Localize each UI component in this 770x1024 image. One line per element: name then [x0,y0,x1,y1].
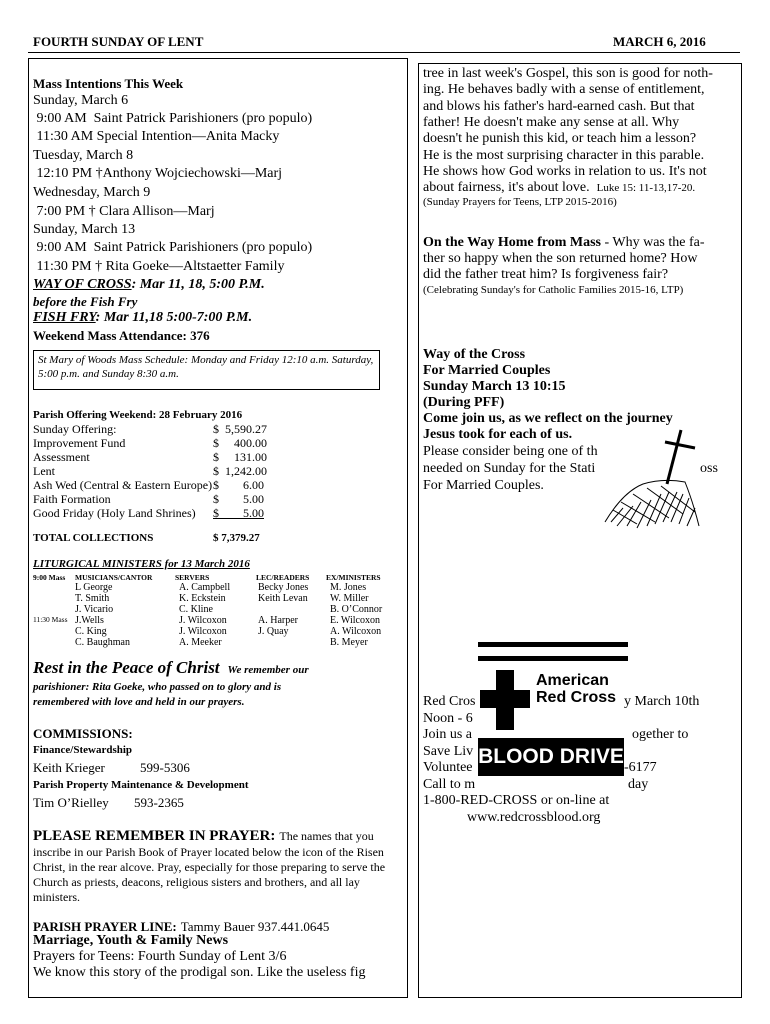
ministers-header: 9:00 Mass [33,573,66,582]
way-cross-couples-plain: needed on Sunday for the Stati [423,461,596,476]
finance-name: Keith Krieger [33,760,105,775]
teens-reflection-last: about fairness, it's about love. [423,180,590,195]
way-of-cross-tail: oss [700,461,718,476]
red-cross-icon [480,668,530,732]
teens-reflection-line: father! He doesn't make any sense at all. Why [423,114,680,130]
minister-name: A. Meeker [179,637,222,648]
blood-drive-line-right: y March 10th [624,694,700,709]
minister-name: B. Meyer [330,637,368,648]
offering-value: $ 5.00 [213,506,264,520]
offering-title: Parish Offering Weekend: 28 February 2016 [33,409,243,421]
blood-drive-line-right: ogether to [632,727,689,742]
blood-drive-line-right: -6177 [624,760,657,775]
prayer-text-line: Christ, in the rear alcove. Pray, especially for those preparing to serve the [33,860,386,874]
blood-drive-line-left: Join us a [423,727,472,742]
offering-value: $ 131.00 [213,450,267,464]
bulletin-date: MARCH 6, 2016 [613,34,706,49]
offering-label: Assessment [33,450,90,464]
rest-peace-line [33,658,309,678]
blood-drive-banner: BLOOD DRIVE [478,738,624,776]
offering-label: Good Friday (Holy Land Shrines) [33,506,196,520]
rest-peace-text-2: parishioner: Rita Goeke, who passed on to glory and is [33,681,282,693]
fish-fry-dates: : Mar 11,18 5:00-7:00 P.M. [95,310,253,325]
teens-reflection-line: doesn't he punish this kid, or teach him a lesson? [423,131,697,147]
total-collections-label: TOTAL COLLECTIONS [33,532,154,544]
scripture-reference: Luke 15: 11-13,17-20. [596,182,696,194]
commissions-title: COMMISSIONS: [33,726,133,741]
mass-1130-label: 11:30 Mass [33,615,68,624]
minister-name: J.Wells [75,615,104,626]
way-home-label: On the Way Home from Mass [423,235,601,250]
mass-intention-line: Tuesday, March 8 [33,148,134,163]
news-line-2: We know this story of the prodigal son. Like the useless fig [33,965,366,980]
offering-value: $ 5,590.27 [213,422,267,436]
blood-phone: 1-800-RED-CROSS or on-line at [423,793,610,808]
way-home-line-2: ther so happy when the son returned home? How [423,251,698,266]
red-cross-logo-line-1: American [536,672,609,689]
way-home-line-1 [423,235,705,251]
blood-drive-second-bar [478,656,628,661]
prayer-text-line: Church as priests, deacons, religious sisters and brothers, and all lay [33,875,360,889]
news-line-1: Prayers for Teens: Fourth Sunday of Lent 3/6 [33,949,287,964]
minister-name: B. O’Connor [330,604,383,615]
offering-label: Faith Formation [33,492,111,506]
mass-intention-line: 11:30 PM † Rita Goeke—Altstaetter Family [33,259,285,274]
ministers-title: LITURGICAL MINISTERS for 13 March 2016 [33,558,250,570]
minister-name: J. Quay [258,626,289,637]
minister-name: K. Eckstein [179,593,226,604]
ministers-header: EX/MINISTERS [326,573,381,582]
minister-name: W. Miller [330,593,369,604]
blood-drive-line-left: Call to m [423,776,476,792]
blood-drive-line-left: Save Liv [423,743,474,759]
mass-intention-line: Wednesday, March 9 [33,185,151,200]
way-home-source: (Celebrating Sunday's for Catholic Families 2015-16, LTP) [423,284,684,296]
prayer-heading-line [33,827,374,845]
way-of-cross-line [33,277,265,293]
minister-name: Becky Jones [258,582,309,593]
way-cross-couples-line: For Married Couples [423,363,551,378]
bulletin-title: FOURTH SUNDAY OF LENT [33,34,204,49]
mass-intention-line: 11:30 AM Special Intention—Anita Macky [33,129,280,144]
teens-reflection-last-line [423,180,695,196]
ministers-header: SERVERS [175,573,210,582]
cross-hill-illustration [603,422,701,534]
ministers-header: LEC/READERS [256,573,310,582]
mass-intentions-title: Mass Intentions This Week [33,76,184,91]
blood-drive-top-bar [478,642,628,647]
mass-attendance: Weekend Mass Attendance: 376 [33,328,210,343]
prayer-title: PLEASE REMEMBER IN PRAYER: [33,828,276,844]
way-cross-couples-line: Way of the Cross [423,347,526,362]
mass-intention-line: 9:00 AM Saint Patrick Parishioners (pro populo) [33,111,313,126]
finance-phone: 599-5306 [140,760,190,775]
property-phone: 593-2365 [134,795,184,810]
way-cross-couples-plain: Please consider being one of th [423,444,598,459]
mass-intention-line: 12:10 PM †Anthony Wojciechowski—Marj [33,166,283,181]
rest-peace-text-1: We remember our [227,664,309,676]
offering-value: $ 400.00 [213,436,267,450]
ministers-header: MUSICIANS/CANTOR [75,573,153,582]
way-cross-couples-line: (During PFF) [423,395,505,410]
teens-reflection-line: and blows his father's hard-earned cash. But that [423,98,695,114]
way-of-cross-label: WAY OF CROSS [33,277,132,292]
blood-drive-line-left: Noon - 6 [423,710,473,726]
offering-value: $ 1,242.00 [213,464,267,478]
minister-name: J. Wilcoxon [179,626,227,637]
mass-intention-line: Sunday, March 13 [33,222,136,237]
rest-peace-title: Rest in the Peace of Christ [33,658,220,677]
fish-fry-line [33,310,252,326]
minister-name: C. Kline [179,604,213,615]
red-cross-logo [478,668,628,732]
teens-reflection-line: ing. He behaves badly with a sense of entitlement, [423,82,705,98]
way-cross-couples-line: Jesus took for each of us. [423,427,573,442]
teens-reflection-line: He shows how God works in relation to us. It's not [423,163,707,179]
minister-name: J. Wilcoxon [179,615,227,626]
way-home-text-1: - Why was the fa- [600,235,705,250]
mass-schedule-text: St Mary of Woods Mass Schedule: Monday and Friday 12:10 a.m. Saturday, 5:00 p.m. and Sunday 8:30 a.m. [38,354,374,380]
teens-reflection-line: tree in last week's Gospel, this son is good for noth- [423,66,713,81]
teens-source: (Sunday Prayers for Teens, LTP 2015-2016) [423,196,617,208]
way-home-line-3: did the father treat him? Is forgiveness fair? [423,267,669,282]
minister-name: J. Vicario [75,604,114,615]
header-rule [28,52,740,53]
blood-drive-line-left: Red Cros [423,694,476,709]
way-of-cross-note: before the Fish Fry [33,294,138,309]
prayer-lead: The names that you [279,829,374,843]
minister-name: T. Smith [75,593,110,604]
rest-peace-text-3: remembered with love and held in our prayers. [33,696,245,708]
red-cross-logo-line-2: Red Cross [536,689,617,706]
prayer-text-line: inscribe in our Parish Book of Prayer located below the icon of the Risen [33,845,384,859]
offering-value: $ 6.00 [213,478,264,492]
minister-name: A. Harper [258,615,298,626]
property-name: Tim O’Rielley [33,795,109,810]
mass-intention-line: 9:00 AM Saint Patrick Parishioners (pro populo) [33,240,313,255]
offering-label: Lent [33,464,55,478]
offering-label: Ash Wed (Central & Eastern Europe) [33,478,213,492]
minister-name: E. Wilcoxon [330,615,380,626]
blood-drive-line-left: Voluntee [423,760,473,775]
blood-url[interactable]: www.redcrossblood.org [467,810,601,825]
finance-title: Finance/Stewardship [33,744,133,756]
minister-name: A. Campbell [179,582,231,593]
mass-intention-line: 7:00 PM † Clara Allison—Marj [33,204,215,219]
mass-intention-line: Sunday, March 6 [33,93,129,108]
total-collections-value: $ 7,379.27 [213,532,260,544]
blood-drive-line-right: day [628,776,649,792]
teens-reflection-line: He is the most surprising character in this parable. [423,147,705,163]
way-cross-couples-plain: For Married Couples. [423,478,544,493]
minister-name: Keith Levan [258,593,308,604]
offering-label: Improvement Fund [33,436,126,450]
way-cross-couples-line: Come join us, as we reflect on the journey [423,411,673,426]
prayer-text-line: ministers. [33,890,80,904]
minister-name: M. Jones [330,582,367,593]
offering-label: Sunday Offering: [33,422,117,436]
property-title: Parish Property Maintenance & Development [33,779,249,791]
cross-icon [665,430,695,484]
minister-name: C. Baughman [75,637,130,648]
prayer-line-label: PARISH PRAYER LINE: [33,919,177,934]
prayer-line-contact: Tammy Bauer 937.441.0645 [180,919,330,934]
minister-name: C. King [75,626,107,637]
news-title: Marriage, Youth & Family News [33,933,229,948]
way-of-cross-dates: : Mar 11, 18, 5:00 P.M. [131,277,265,292]
fish-fry-label: FISH FRY [33,310,96,325]
way-cross-couples-line: Sunday March 13 10:15 [423,379,566,394]
mass-schedule-box [33,350,380,390]
minister-name: L George [75,582,113,593]
offering-value: $ 5.00 [213,492,264,506]
minister-name: A. Wilcoxon [330,626,382,637]
